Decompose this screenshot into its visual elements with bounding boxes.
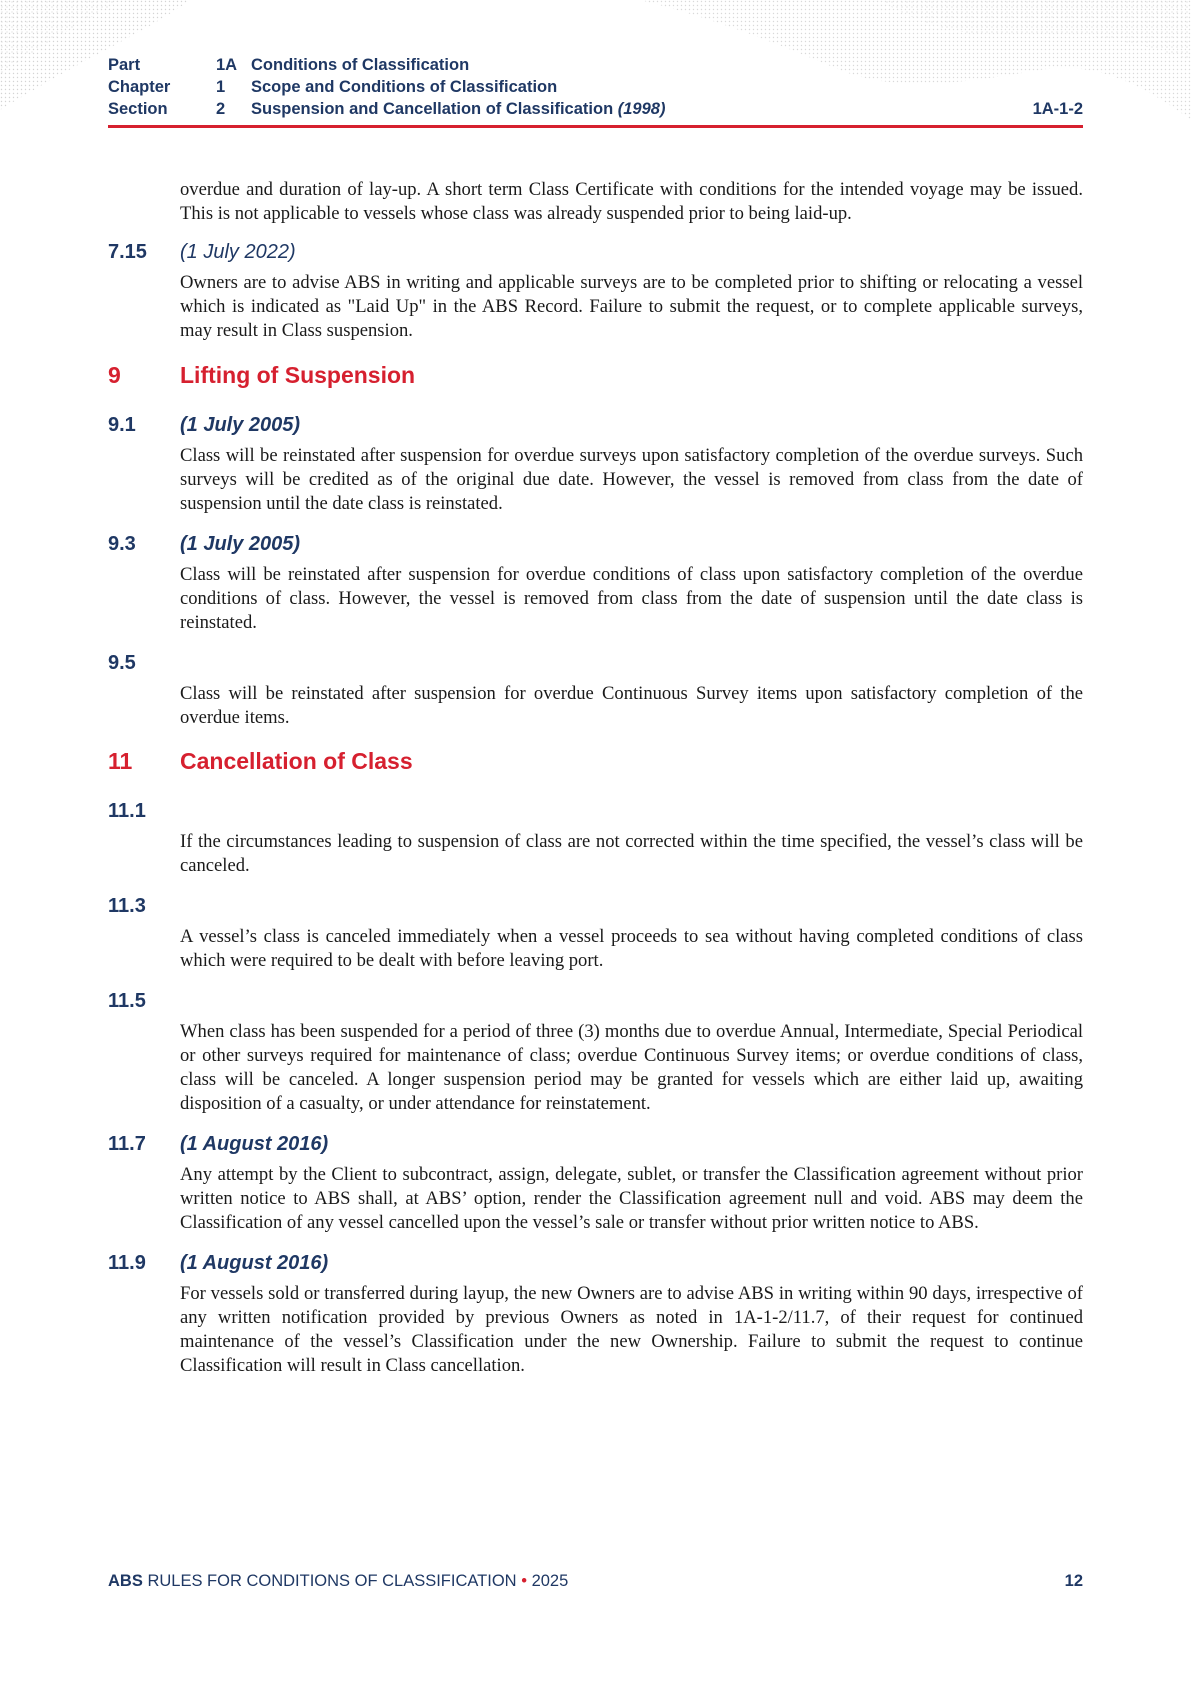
subsection-number: 11.3	[108, 895, 146, 917]
subsection-number: 7.15	[108, 241, 147, 263]
subsection-date: (1 July 2005)	[180, 533, 301, 555]
page-footer	[108, 1570, 1083, 1592]
chapter-label: Chapter	[108, 78, 171, 96]
section-title: Suspension and Cancellation of Classification	[251, 100, 614, 118]
part-number: 1A	[216, 56, 238, 74]
footer-title: RULES FOR CONDITIONS OF CLASSIFICATION	[147, 1572, 517, 1590]
footer-brand: ABS	[108, 1572, 143, 1590]
subsection-heading-9-1	[108, 412, 1083, 438]
intro-paragraph: overdue and duration of lay-up. A short term Class Certificate with conditions for the intended voyage may be issued. This is not applicable to vessels whose class was already suspended prior to being laid-up.	[180, 179, 1083, 224]
footer-year: 2025	[531, 1572, 569, 1590]
subsection-number: 11.5	[108, 990, 146, 1012]
section-number: 9	[108, 362, 121, 388]
paragraph-11-7: Any attempt by the Client to subcontract, assign, delegate, sublet, or transfer the Classification agreement without prior written notice to ABS shall, at ABS’ option, render the Classification agreement null and void. ABS may deem the Classification of any vessel cancelled upon the vessel’s sale or transfer without prior written notice to ABS.	[180, 1164, 1083, 1233]
subsection-heading-9-3	[108, 531, 1083, 557]
subsection-number: 9.1	[108, 414, 136, 436]
section-number: 11	[108, 748, 133, 774]
section-number: 2	[216, 100, 226, 118]
subsection-number: 11.7	[108, 1133, 146, 1155]
header-chapter-row	[108, 76, 1083, 98]
subsection-heading-11-9	[108, 1250, 1083, 1276]
subsection-heading-11-3	[108, 893, 1083, 919]
header-section-row	[108, 98, 1083, 120]
paragraph-9-5: Class will be reinstated after suspension for overdue Continuous Survey items upon satisfactory completion of the overdue items.	[180, 683, 1083, 728]
header-rule	[108, 125, 1083, 128]
subsection-heading-11-5	[108, 988, 1083, 1014]
header-part-row	[108, 54, 1083, 76]
paragraph-11-3: A vessel’s class is canceled immediately when a vessel proceeds to sea without having completed conditions of class which were required to be dealt with before leaving port.	[180, 926, 1083, 971]
subsection-heading-9-5	[108, 650, 1083, 676]
subsection-number: 9.3	[108, 533, 136, 555]
subsection-date: (1 August 2016)	[180, 1133, 329, 1155]
chapter-title: Scope and Conditions of Classification	[251, 78, 558, 96]
page-header	[108, 54, 1083, 120]
part-label: Part	[108, 56, 141, 74]
subsection-number: 11.1	[108, 800, 146, 822]
subsection-heading-7-15	[108, 239, 1083, 265]
page-content	[108, 178, 1083, 1378]
subsection-heading-11-7	[108, 1131, 1083, 1157]
subsection-date: (1 August 2016)	[180, 1252, 329, 1274]
subsection-date: (1 July 2005)	[180, 414, 301, 436]
subsection-heading-11-1	[108, 798, 1083, 824]
paragraph-9-1: Class will be reinstated after suspension for overdue surveys upon satisfactory completion of the overdue surveys. Such surveys will be credited as of the original due date. However, the vessel is removed from class from the date of suspension until the date class is reinstated.	[180, 445, 1083, 514]
paragraph-11-9: For vessels sold or transferred during layup, the new Owners are to advise ABS in writing within 90 days, irrespective of any written notification provided by previous Owners as noted in 1A-1-2/11.7, of their request for continued maintenance of the vessel’s Classification under the new Ownership. Failure to submit the request to continue Classification will result in Class cancellation.	[180, 1283, 1083, 1376]
paragraph-7-15: Owners are to advise ABS in writing and applicable surveys are to be completed prior to shifting or relocating a vessel which is indicated as "Laid Up" in the ABS Record. Failure to submit the request, or to complete applicable surveys, may result in Class suspension.	[180, 272, 1083, 341]
section-heading-title: Lifting of Suspension	[180, 362, 416, 388]
page-code: 1A-1-2	[1032, 100, 1083, 118]
chapter-number: 1	[216, 78, 226, 96]
section-heading-9	[108, 360, 1083, 390]
section-title-group	[251, 98, 665, 120]
subsection-date: (1 July 2022)	[180, 241, 296, 263]
section-label: Section	[108, 100, 168, 118]
paragraph-9-3: Class will be reinstated after suspension for overdue conditions of class upon satisfactory completion of the overdue conditions of class. However, the vessel is removed from class from the date of suspension until the date class is reinstated.	[180, 564, 1083, 633]
page-number: 12	[1064, 1572, 1083, 1590]
subsection-number: 9.5	[108, 652, 136, 674]
section-year: (1998)	[617, 100, 666, 118]
section-heading-11	[108, 746, 1083, 776]
paragraph-11-5: When class has been suspended for a period of three (3) months due to overdue Annual, Intermediate, Special Periodical or other surveys required for maintenance of class; overdue Continuous Survey items; or overdue conditions of class, class will be canceled. A longer suspension period may be granted for vessels which are either laid up, awaiting disposition of a casualty, or under attendance for reinstatement.	[180, 1021, 1083, 1114]
part-title: Conditions of Classification	[251, 56, 470, 74]
section-heading-title: Cancellation of Class	[180, 748, 413, 774]
paragraph-11-1: If the circumstances leading to suspension of class are not corrected within the time specified, the vessel’s class will be canceled.	[180, 831, 1083, 876]
subsection-number: 11.9	[108, 1252, 146, 1274]
footer-separator: •	[521, 1572, 527, 1590]
